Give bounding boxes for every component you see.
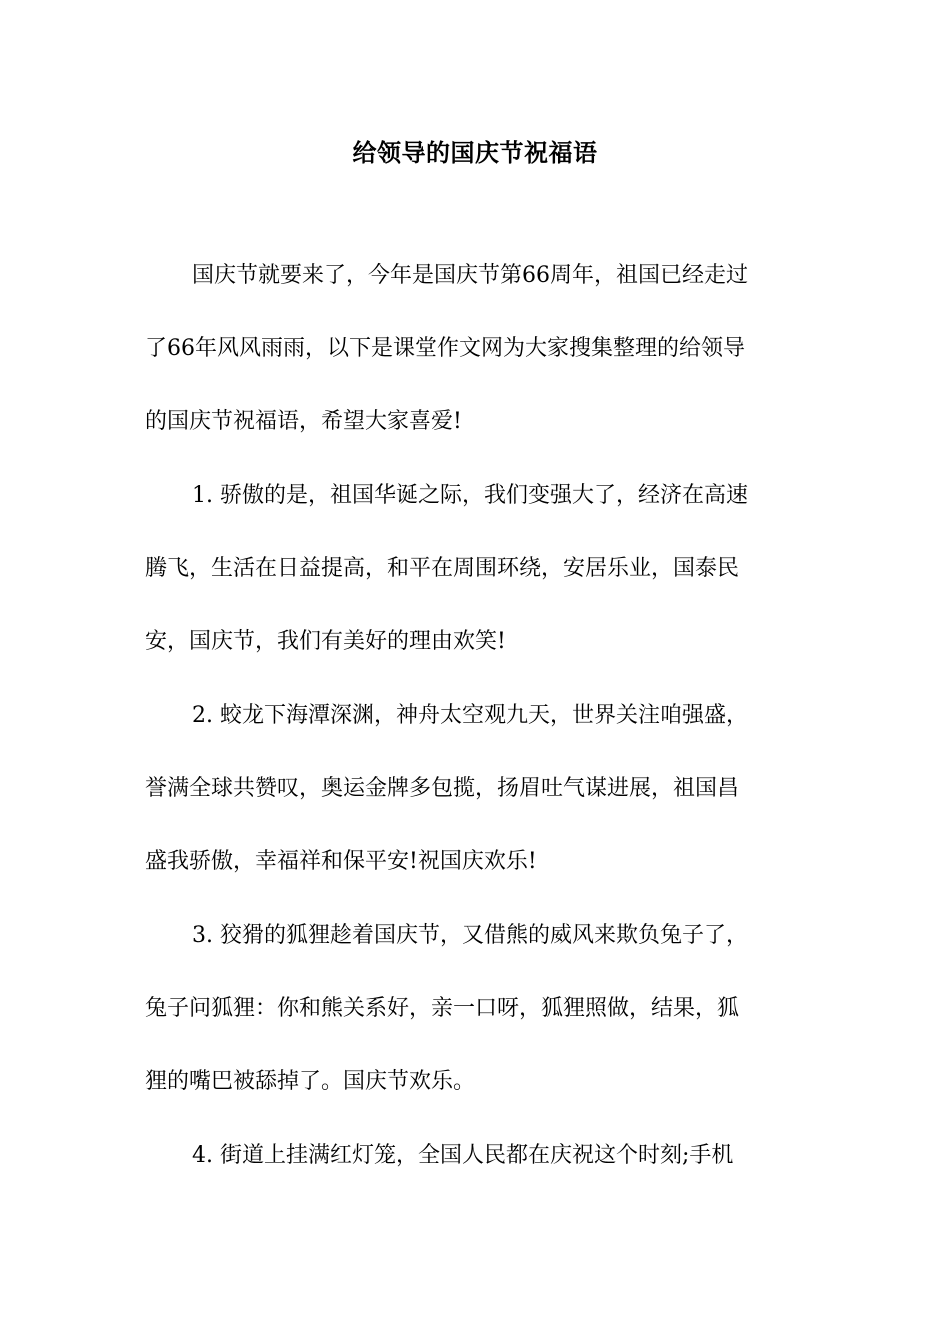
text-line: 腾飞，生活在日益提高，和平在周围环绕，安居乐业，国泰民 <box>145 556 740 581</box>
text-line: 安，国庆节，我们有美好的理由欢笑! <box>145 629 506 654</box>
text-line: 狸的嘴巴被舔掉了。国庆节欢乐。 <box>145 1069 476 1094</box>
text-line: 1. 骄傲的是，祖国华诞之际，我们变强大了，经济在高速 <box>192 483 748 508</box>
text-line: 誉满全球共赞叹，奥运金牌多包揽，扬眉吐气谋进展，祖国昌 <box>145 776 740 801</box>
text-line: 兔子问狐狸：你和熊关系好，亲一口呀，狐狸照做，结果，狐 <box>145 996 740 1021</box>
text-line: 盛我骄傲，幸福祥和保平安!祝国庆欢乐! <box>145 849 537 874</box>
text-line: 的国庆节祝福语，希望大家喜爱! <box>145 409 462 434</box>
text-line: 国庆节就要来了，今年是国庆节第66周年，祖国已经走过 <box>192 263 748 288</box>
text-line: 3. 狡猾的狐狸趁着国庆节，又借熊的威风来欺负兔子了， <box>192 923 748 948</box>
text-line: 2. 蛟龙下海潭深渊，神舟太空观九天，世界关注咱强盛， <box>192 703 748 728</box>
document-title: 给领导的国庆节祝福语 <box>352 138 598 167</box>
text-line: 4. 街道上挂满红灯笼，全国人民都在庆祝这个时刻;手机 <box>192 1143 734 1168</box>
text-line: 了66年风风雨雨，以下是课堂作文网为大家搜集整理的给领导 <box>145 336 745 361</box>
